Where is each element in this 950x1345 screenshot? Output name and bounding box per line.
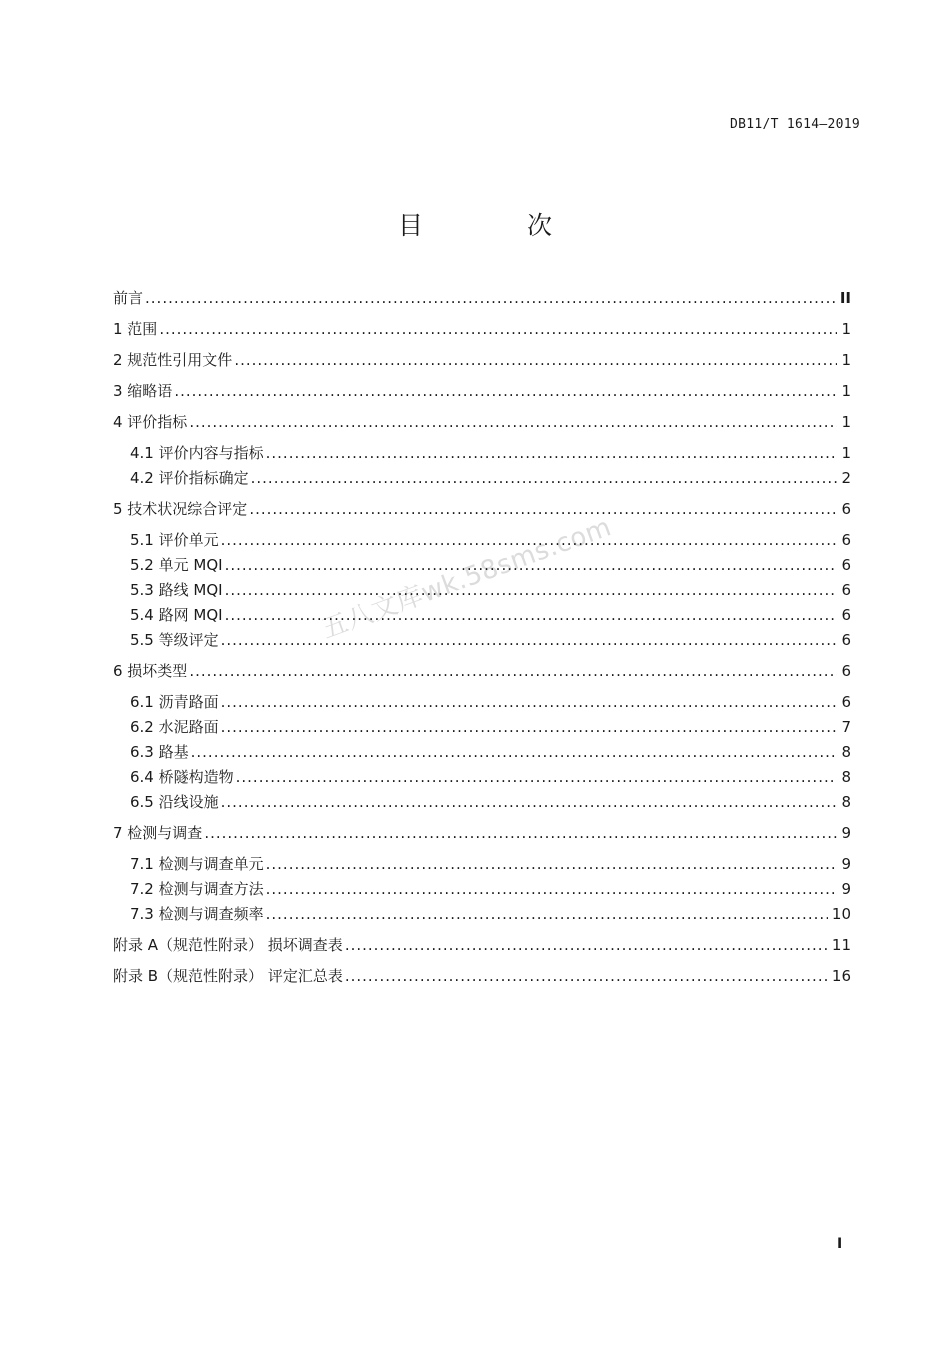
toc-leader-dots <box>221 792 837 812</box>
toc-entry-page: 1 <box>841 413 851 431</box>
toc-entry-page: 9 <box>841 824 851 842</box>
toc-leader-dots <box>266 904 828 924</box>
toc-leader-dots <box>266 854 837 874</box>
toc-entry-label: 5.4 路网 MQI <box>130 606 223 624</box>
watermark: 五八文库wk.58sms.com <box>317 512 616 645</box>
toc-leader-dots <box>225 580 837 600</box>
toc-entry-label: 6.2 水泥路面 <box>130 718 219 736</box>
toc-leader-dots <box>236 767 837 787</box>
toc-entry-label: 5.3 路线 MQI <box>130 581 223 599</box>
toc-entry[interactable] <box>113 712 851 737</box>
toc-entry-page: 6 <box>841 631 851 649</box>
toc-entry-label: 6.4 桥隧构造物 <box>130 768 234 786</box>
toc-entry-page: 8 <box>841 768 851 786</box>
toc-leader-dots <box>145 288 836 308</box>
toc-leader-dots <box>234 350 837 370</box>
toc-entry-page: 6 <box>841 693 851 711</box>
toc-entry-page: 6 <box>841 556 851 574</box>
toc-entry-page: 1 <box>841 320 851 338</box>
toc-leader-dots <box>191 742 837 762</box>
toc-entry[interactable] <box>113 650 851 681</box>
toc-entry-label: 4.1 评价内容与指标 <box>130 444 264 462</box>
toc-entry-page: II <box>839 289 851 307</box>
toc-entry-page: 1 <box>841 444 851 462</box>
toc-entry-label: 7 检测与调查 <box>113 824 203 842</box>
toc-entry[interactable] <box>113 288 851 308</box>
toc-leader-dots <box>221 530 837 550</box>
toc-entry-label: 5.2 单元 MQI <box>130 556 223 574</box>
toc-entry-label: 6.3 路基 <box>130 743 189 761</box>
toc-leader-dots <box>345 935 828 955</box>
toc-entry-page: 6 <box>841 581 851 599</box>
toc-entry[interactable] <box>113 899 851 924</box>
toc-entry-page: 2 <box>841 469 851 487</box>
toc-leader-dots <box>204 823 837 843</box>
page-number: I <box>837 1236 843 1252</box>
toc-leader-dots <box>159 319 837 339</box>
toc-entry-label: 附录 B（规范性附录） 评定汇总表 <box>113 967 343 985</box>
toc-entry[interactable] <box>113 370 851 401</box>
toc-leader-dots <box>189 412 837 432</box>
toc-entry[interactable] <box>113 432 851 463</box>
toc-entry-label: 附录 A（规范性附录） 损坏调查表 <box>113 936 343 954</box>
toc-entry-page: 16 <box>831 967 851 985</box>
toc-entry[interactable] <box>113 762 851 787</box>
toc-entry[interactable] <box>113 519 851 550</box>
toc-entry[interactable] <box>113 843 851 874</box>
toc-entry[interactable] <box>113 924 851 955</box>
toc-entry-label: 6.1 沥青路面 <box>130 693 219 711</box>
toc-entry[interactable] <box>113 681 851 712</box>
table-of-contents <box>113 288 851 986</box>
toc-entry[interactable] <box>113 787 851 812</box>
toc-entry[interactable] <box>113 812 851 843</box>
toc-entry-page: 9 <box>841 880 851 898</box>
toc-entry[interactable] <box>113 955 851 986</box>
toc-entry-page: 6 <box>841 662 851 680</box>
toc-entry-page: 8 <box>841 793 851 811</box>
toc-entry-page: 6 <box>841 606 851 624</box>
toc-leader-dots <box>345 966 828 986</box>
toc-entry-page: 6 <box>841 531 851 549</box>
toc-entry-page: 8 <box>841 743 851 761</box>
toc-entry-label: 3 缩略语 <box>113 382 173 400</box>
toc-leader-dots <box>266 879 837 899</box>
toc-entry-label: 4 评价指标 <box>113 413 188 431</box>
page-title: 目 次 <box>398 211 600 240</box>
toc-entry-page: 1 <box>841 351 851 369</box>
toc-entry[interactable] <box>113 401 851 432</box>
toc-entry[interactable] <box>113 625 851 650</box>
toc-entry-page: 6 <box>841 500 851 518</box>
toc-entry[interactable] <box>113 339 851 370</box>
toc-entry-page: 11 <box>831 936 851 954</box>
toc-entry-label: 5 技术状况综合评定 <box>113 500 248 518</box>
toc-leader-dots <box>174 381 837 401</box>
toc-leader-dots <box>266 443 837 463</box>
toc-leader-dots <box>189 661 837 681</box>
toc-entry[interactable] <box>113 463 851 488</box>
toc-entry[interactable] <box>113 737 851 762</box>
toc-entry-page: 9 <box>841 855 851 873</box>
toc-leader-dots <box>225 605 837 625</box>
toc-entry-label: 2 规范性引用文件 <box>113 351 233 369</box>
toc-entry-label: 7.1 检测与调查单元 <box>130 855 264 873</box>
toc-leader-dots <box>249 499 837 519</box>
toc-entry-page: 10 <box>831 905 851 923</box>
toc-entry-label: 7.2 检测与调查方法 <box>130 880 264 898</box>
toc-leader-dots <box>221 692 837 712</box>
toc-entry-label: 4.2 评价指标确定 <box>130 469 249 487</box>
toc-entry[interactable] <box>113 874 851 899</box>
toc-entry-label: 5.1 评价单元 <box>130 531 219 549</box>
toc-entry[interactable] <box>113 308 851 339</box>
toc-entry-label: 5.5 等级评定 <box>130 631 219 649</box>
toc-entry-page: 7 <box>841 718 851 736</box>
toc-leader-dots <box>221 717 837 737</box>
toc-entry-page: 1 <box>841 382 851 400</box>
toc-leader-dots <box>221 630 837 650</box>
toc-leader-dots <box>251 468 837 488</box>
toc-entry-label: 前言 <box>113 289 144 307</box>
toc-entry-label: 6.5 沿线设施 <box>130 793 219 811</box>
toc-leader-dots <box>225 555 837 575</box>
toc-entry-label: 6 损坏类型 <box>113 662 188 680</box>
toc-entry-label: 7.3 检测与调查频率 <box>130 905 264 923</box>
toc-entry-label: 1 范围 <box>113 320 158 338</box>
toc-entry[interactable] <box>113 550 851 575</box>
toc-entry[interactable] <box>113 488 851 519</box>
standard-code: DB11/T 1614—2019 <box>729 117 860 132</box>
toc-entry[interactable] <box>113 600 851 625</box>
toc-entry[interactable] <box>113 575 851 600</box>
